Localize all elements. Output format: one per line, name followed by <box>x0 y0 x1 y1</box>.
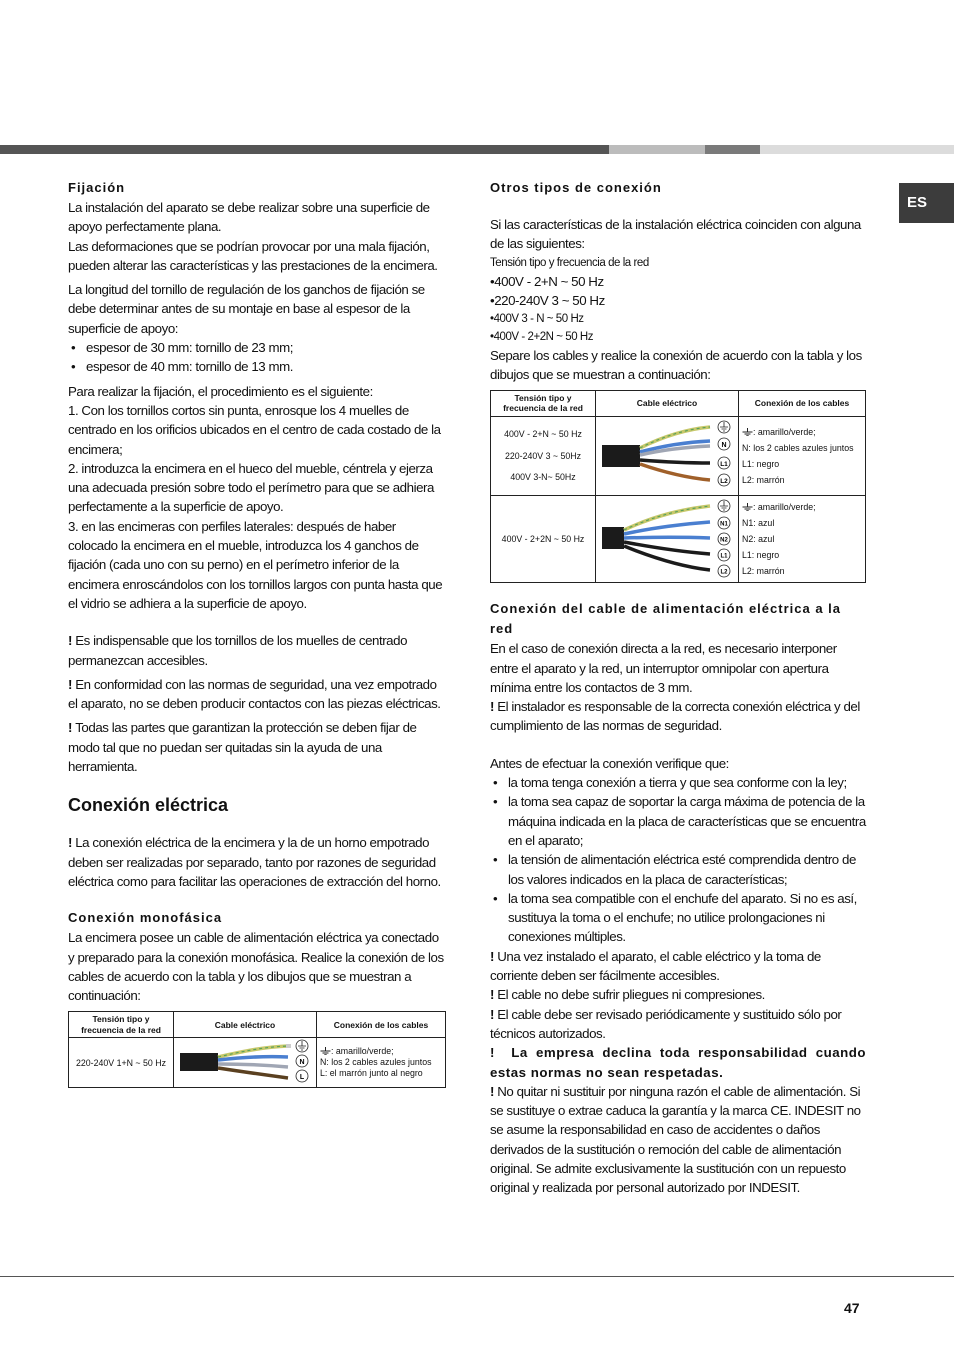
connection-cell <box>739 496 866 583</box>
fijacion-paragraph: Las deformaciones que se podrían provocar por una mala fijación, pueden alterar las características y las prestaciones de la encimera. <box>68 238 438 273</box>
language-tab-label: ES <box>907 194 928 211</box>
earth-icon <box>296 1040 308 1052</box>
warning-text-body: La conexión eléctrica de la encimera y la de un horno empotrado deben ser realizadas por separado, tanto por razones de seguridad eléctrica como para facilitar las operaciones de extracción del horno. <box>68 835 441 889</box>
connection-text: : amarillo/verde; <box>331 1046 394 1057</box>
footer-divider <box>0 1276 954 1277</box>
conexion-electrica-heading: Conexión eléctrica <box>68 795 229 816</box>
exclamation-icon: ! <box>490 1045 512 1061</box>
connection-line: N: los 2 cables azules juntos <box>320 1057 432 1068</box>
terminal-label: N1 <box>720 521 728 528</box>
warning-text-body: El cable no debe sufrir pliegues ni compresiones. <box>497 987 765 1003</box>
table-header: Conexión de los cables <box>739 390 866 416</box>
list-item: • la toma sea compatible con el enchufe del aparato. Si no es así, sustituya la toma o el enchufe; no utilice prolongaciones ni conexiones múltiples. <box>490 889 866 947</box>
exclamation-icon: ! <box>68 676 76 692</box>
connection-line <box>320 1046 442 1057</box>
connection-line: N: los 2 cables azules juntos <box>742 443 854 454</box>
list-item: • 220-240V 3 ~ 50 Hz <box>490 291 866 310</box>
right-column <box>490 178 866 1198</box>
earth-icon <box>718 500 730 512</box>
otros-subtitle: Tensión tipo y frecuencia de la red <box>490 256 649 269</box>
voltage-cell: 220-240V 1+N ~ 50 Hz <box>69 1038 174 1088</box>
exclamation-icon: ! <box>490 948 498 964</box>
terminal-label: N <box>299 1058 305 1066</box>
terminal-label: L2 <box>720 477 728 485</box>
connection-text: : amarillo/verde; <box>753 427 816 438</box>
top-bar-segment <box>609 145 705 154</box>
warning-text <box>68 718 446 776</box>
table-header: Cable eléctrico <box>174 1012 317 1038</box>
cable-four-wire-diagram <box>596 497 736 579</box>
line-wire <box>218 1068 288 1078</box>
connection-line <box>742 499 862 515</box>
list-item: • la toma sea capaz de soportar la carga máxima de potencia de la máquina indicada en la placa de características que se encuentra en el aparato; <box>490 792 866 850</box>
left-column <box>68 178 446 1088</box>
top-bar-segment <box>0 145 609 154</box>
warning-text <box>490 985 866 1004</box>
earth-icon <box>718 421 730 433</box>
warning-text-body: Es indispensable que los tornillos de los muelles de centrado permanezcan accesibles. <box>68 633 408 668</box>
connection-line <box>742 424 862 440</box>
warning-text <box>490 947 866 986</box>
cable-cell <box>596 496 739 583</box>
cable-three-wire-diagram <box>596 417 736 493</box>
exclamation-icon: ! <box>490 1083 498 1099</box>
terminal-label: L <box>299 1073 305 1081</box>
list-item: • espesor de 30 mm: tornillo de 23 mm; <box>68 338 446 357</box>
fijacion-step: 3. en las encimeras con perfiles laterales: después de haber colocado la encimera en el mueble, introduzca los 4 ganchos de fijación (cada uno con su perno) en el perímetro inferior de la encimera enroscándolos con los tornillos largos con punta hasta que el vidrio se adhiera a la superficie de apoyo. <box>68 518 443 611</box>
earth-icon <box>742 503 753 511</box>
connection-text: : amarillo/verde; <box>753 502 816 513</box>
fijacion-step: 1. Con los tornillos cortos sin punta, enrosque los 4 muelles de centrado en los orificios ubicados en el centro de cada costado de la encimera; <box>68 402 441 457</box>
monofasica-heading: Conexión monofásica <box>68 910 223 926</box>
warning-text-body: Una vez instalado el aparato, el cable eléctrico y la toma de corriente deben ser fácilmente accesibles. <box>490 948 821 984</box>
monofasica-paragraph: La encimera posee un cable de alimentación eléctrica ya conectado y preparado para la conexión monofásica. Realice la conexión de los cables de acuerdo con la tabla y los dibujos que se muestran a continuación: <box>68 930 444 1004</box>
list-item: • 400V - 2+2N ~ 50 Hz <box>490 328 866 346</box>
warning-text-body: No quitar ni sustituir por ninguna razón el cable de alimentación. Si se sustituye o extrae caduca la garantía y la marca CE. INDESIT no se asume la responsabilidad en caso de accidentes o daños derivados de la sustitución o remoción del cable de alimentación original. Se admite exclusivamente la sustitución con un repuesto original y realizada por personal autorizado por INDESIT. <box>490 1083 861 1196</box>
wiring-table-single <box>68 1011 446 1088</box>
exclamation-icon: ! <box>490 987 498 1003</box>
exclamation-icon: ! <box>68 720 76 736</box>
warning-text <box>490 1082 866 1198</box>
warning-text <box>490 697 866 736</box>
list-item: • la toma tenga conexión a tierra y que sea conforme con la ley; <box>490 773 866 792</box>
line-wire <box>640 464 710 480</box>
warning-text-body: El cable debe ser revisado periódicamente y sustituido sólo por técnicos autorizados. <box>490 1006 842 1041</box>
language-tab <box>899 183 954 223</box>
warning-text-body: En conformidad con las normas de seguridad, una vez empotrado el aparato, no se deben producir contactos con las piezas eléctricas. <box>68 676 441 712</box>
warning-text-body: La empresa declina toda responsabilidad cuando estas normas no sean respetadas. <box>490 1045 866 1080</box>
warning-text-body: Todas las partes que garantizan la protección se deben fijar de modo tal que no puedan ser quitadas sin la ayuda de una herramienta. <box>68 720 417 775</box>
cable-sheath <box>602 527 624 549</box>
earth-icon <box>742 428 753 436</box>
exclamation-icon: ! <box>490 1006 498 1022</box>
list-item: • la tensión de alimentación eléctrica esté comprendida dentro de los valores indicados en la placa de características; <box>490 850 866 889</box>
top-bar-segment <box>705 145 760 154</box>
neutral-wire <box>624 537 710 538</box>
connection-line: L1: negro <box>742 459 780 470</box>
otros-heading: Otros tipos de conexión <box>490 180 662 195</box>
voltage-cell: 400V - 2+2N ~ 50 Hz <box>491 496 596 583</box>
terminal-label: N2 <box>720 537 728 544</box>
fijacion-paragraph: La instalación del aparato se debe realizar sobre una superficie de apoyo perfectamente plana. <box>68 200 430 235</box>
fijacion-step: 2. introduzca la encimera en el hueco del mueble, céntrela y ejerza una adecuada presión sobre todo el perímetro para que se adhiera perfectamente a la superficie de apoyo. <box>68 460 434 515</box>
alimentacion-heading: Conexión del cable de alimentación eléctrica a la red <box>490 601 842 637</box>
neutral-wire <box>218 1064 288 1067</box>
connection-cell <box>739 416 866 496</box>
table-header: Tensión tipo y frecuencia de la red <box>69 1012 174 1038</box>
cable-sheath <box>180 1053 218 1071</box>
connection-line: L1: negro <box>742 550 780 561</box>
voltage-option: 220-240V 3 ~ 50Hz <box>504 450 582 461</box>
exclamation-icon: ! <box>68 633 76 649</box>
top-bar-segment <box>760 145 954 154</box>
earth-icon <box>320 1047 331 1055</box>
warning-text <box>68 833 446 891</box>
line-wire <box>640 460 710 463</box>
warning-text <box>490 1005 866 1044</box>
connection-line: N2: azul <box>742 534 775 545</box>
terminal-label: L2 <box>720 569 728 576</box>
otros-paragraph: Si las características de la instalación eléctrica coinciden con alguna de las siguientes: <box>490 217 861 252</box>
terminal-label: L1 <box>720 460 728 468</box>
connection-line: L2: marrón <box>742 475 785 486</box>
voltage-option: 400V 3-N~ 50Hz <box>510 472 576 483</box>
terminal-label: L1 <box>720 553 728 560</box>
voltage-option: 400V - 2+N ~ 50 Hz <box>504 429 582 440</box>
warning-text <box>68 675 446 714</box>
responsibility-warning <box>490 1043 866 1082</box>
wiring-table-multi <box>490 390 866 584</box>
voltage-cell <box>491 416 596 496</box>
top-color-bar <box>0 145 954 154</box>
table-header: Cable eléctrico <box>596 390 739 416</box>
page-number: 47 <box>844 1300 860 1316</box>
table-header: Tensión tipo y frecuencia de la red <box>491 390 596 416</box>
warning-text-body: El instalador es responsable de la correcta conexión eléctrica y del cumplimiento de las normas de seguridad. <box>490 699 860 734</box>
cable-cell <box>596 416 739 496</box>
fijacion-paragraph: Para realizar la fijación, el procedimiento es el siguiente: <box>68 383 373 399</box>
cable-cell <box>174 1038 317 1088</box>
list-item: • 400V 3 - N ~ 50 Hz <box>490 310 866 328</box>
list-item: • 400V - 2+N ~ 50 Hz <box>490 272 866 291</box>
connection-line: L2: marrón <box>742 566 785 577</box>
neutral-wire <box>218 1056 288 1059</box>
alimentacion-paragraph: En el caso de conexión directa a la red, es necesario interponer entre el aparato y la red, un interruptor omnipolar con apertura mínima entre los contactos de 3 mm. <box>490 641 837 695</box>
cable-single-phase-diagram <box>174 1039 314 1085</box>
otros-paragraph: Separe los cables y realice la conexión de acuerdo con la tabla y los dibujos que se muestran a continuación: <box>490 348 862 383</box>
connection-line: L: el marrón junto al negro <box>320 1068 423 1079</box>
alimentacion-paragraph: Antes de efectuar la conexión verifique que: <box>490 755 729 771</box>
fijacion-heading: Fijación <box>68 180 126 195</box>
warning-text <box>68 631 446 670</box>
exclamation-icon: ! <box>490 699 498 715</box>
connection-line: N1: azul <box>742 518 775 529</box>
list-item: • espesor de 40 mm: tornillo de 13 mm. <box>68 357 446 376</box>
fijacion-paragraph: La longitud del tornillo de regulación de los ganchos de fijación se debe determinar antes de su montaje en base al espesor de la superficie de apoyo: <box>68 282 425 336</box>
connection-cell <box>317 1038 446 1088</box>
wire-terminal-tip <box>286 1044 291 1048</box>
cable-sheath <box>602 445 640 467</box>
terminal-label: N <box>721 441 727 449</box>
exclamation-icon: ! <box>68 835 76 851</box>
table-header: Conexión de los cables <box>317 1012 446 1038</box>
